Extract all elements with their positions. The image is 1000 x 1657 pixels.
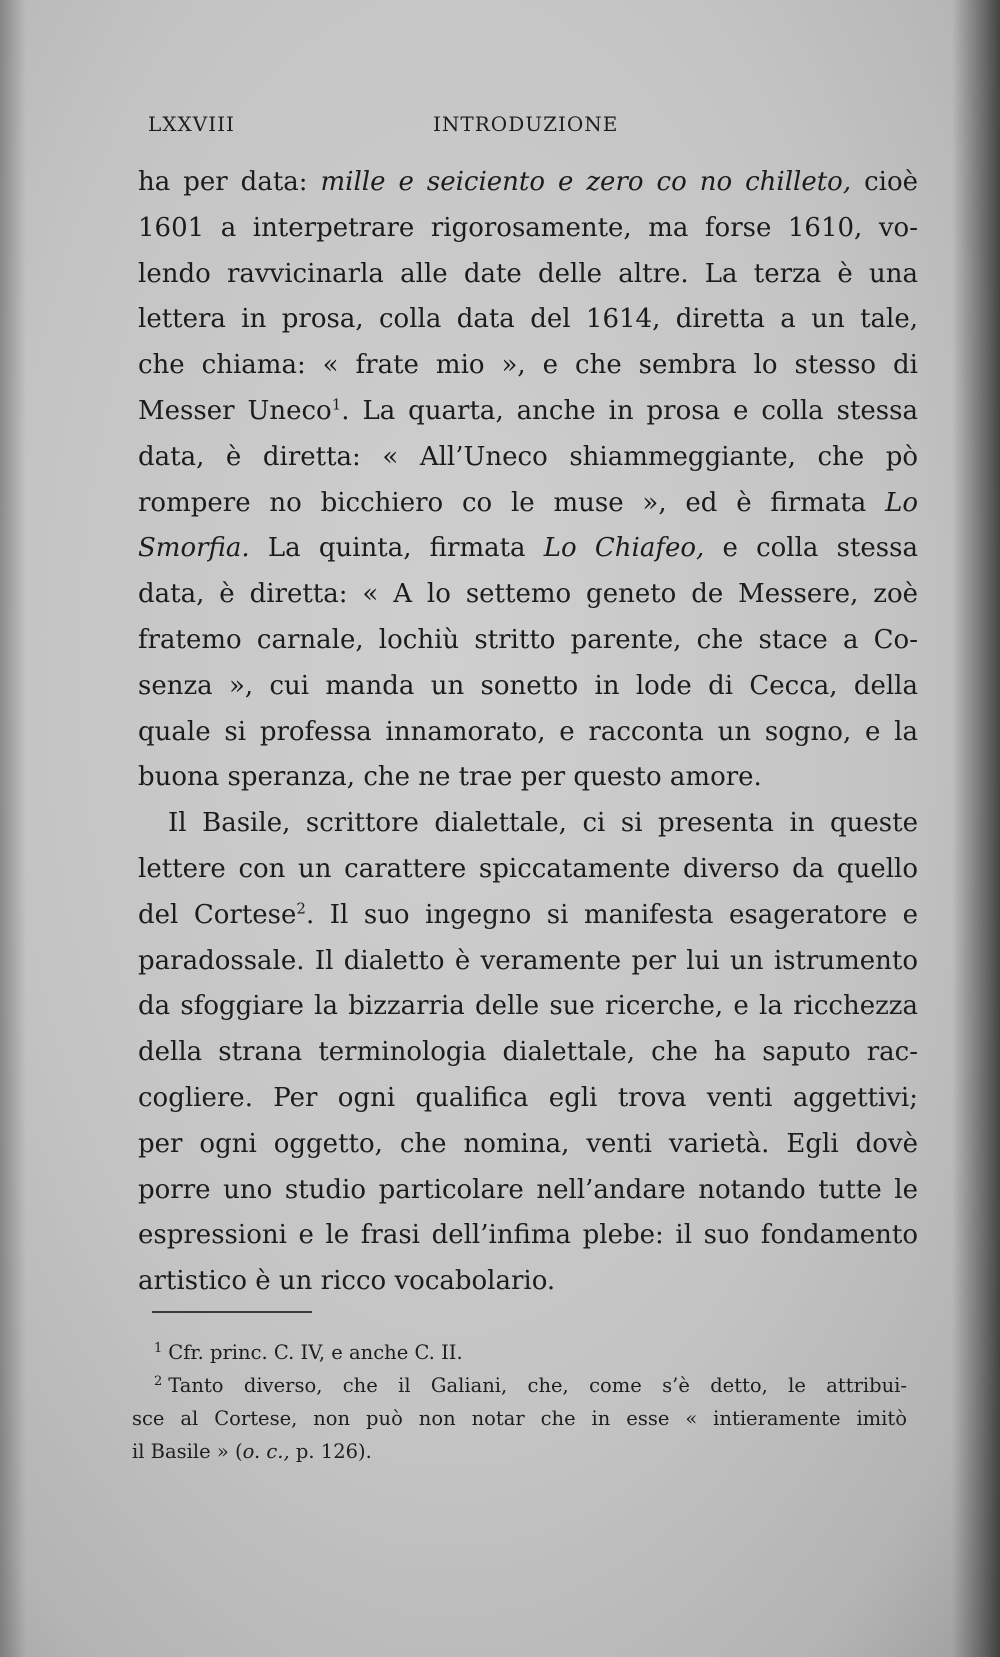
footnotes bbox=[132, 1336, 907, 1468]
text-line: fratemo carnale, lochiù stritto parente, che stace a Co- bbox=[138, 624, 918, 655]
body-text bbox=[138, 160, 918, 1305]
text-line bbox=[138, 481, 918, 527]
text-line: cogliere. Per ogni qualifica egli trova venti aggettivi; bbox=[138, 1082, 918, 1113]
text-span: . La quarta, anche in prosa e colla stessa bbox=[341, 395, 918, 426]
footnote-1 bbox=[132, 1336, 907, 1369]
italic-quote: mille e seiciento e zero co no chilleto, bbox=[320, 167, 852, 197]
text-line: quale si professa innamorato, e racconta un sogno, e la bbox=[138, 716, 918, 747]
text-span: cioè bbox=[851, 167, 918, 197]
text-span: . Il suo ingegno si manifesta esageratore e bbox=[305, 899, 918, 930]
text-line: della strana terminologia dialettale, che ha saputo rac- bbox=[138, 1037, 918, 1068]
footnote-ref-1: 1 bbox=[331, 395, 342, 414]
footnote-ref-2: 2 bbox=[296, 899, 306, 918]
text-line: paradossale. Il dialetto è veramente per lui un istrumento bbox=[138, 945, 918, 976]
footnote-text: il Basile » ( bbox=[132, 1440, 243, 1463]
footnote-text: p. 126). bbox=[289, 1440, 372, 1463]
text-line: lettera in prosa, colla data del 1614, diretta a un tale, bbox=[138, 304, 918, 335]
text-line: per ogni oggetto, che nomina, venti varietà. Egli dovè bbox=[138, 1128, 918, 1159]
text-span: Messer Uneco bbox=[138, 395, 332, 426]
footnote-mark: 1 bbox=[154, 1340, 163, 1356]
footnote-mark: 2 bbox=[154, 1373, 163, 1389]
italic-name: Lo bbox=[885, 487, 918, 518]
text-span: ha per data: bbox=[138, 167, 321, 197]
section-title: INTRODUZIONE bbox=[433, 112, 619, 136]
italic-citation: o. c., bbox=[242, 1440, 290, 1463]
text-line: buona speranza, che ne trae per questo amore. bbox=[138, 762, 762, 793]
text-span: La quinta, firmata bbox=[249, 533, 544, 564]
text-line bbox=[138, 893, 918, 939]
text-line: da sfoggiare la bizzarria delle sue ricerche, e la ricchezza bbox=[138, 991, 918, 1022]
text-line bbox=[138, 160, 918, 206]
italic-name: Lo Chiafeo, bbox=[543, 533, 705, 564]
text-span: del Cortese bbox=[138, 899, 297, 930]
text-span: e colla stessa bbox=[704, 533, 918, 564]
text-span: rompere no bicchiero co le muse », ed è firmata bbox=[138, 487, 886, 518]
page-left-shadow bbox=[0, 0, 26, 1657]
page-right-shadow bbox=[952, 0, 1000, 1657]
footnote-2-line: sce al Cortese, non può non notar che in esse « intieramente imitò bbox=[132, 1407, 907, 1430]
footnote-2-line bbox=[132, 1435, 907, 1468]
text-line: lettere con un carattere spiccatamente diverso da quello bbox=[138, 853, 918, 884]
page-number: LXXVIII bbox=[148, 112, 235, 136]
text-line: lendo ravvicinarla alle date delle altre. La terza è una bbox=[138, 258, 918, 289]
footnote-text: Tanto diverso, che il Galiani, che, come s’è detto, le attribui- bbox=[168, 1374, 907, 1397]
footnote-rule bbox=[152, 1311, 312, 1313]
text-line: che chiama: « frate mio », e che sembra lo stesso di bbox=[138, 350, 918, 381]
text-line: artistico è un ricco vocabolario. bbox=[138, 1266, 556, 1297]
text-line: espressioni e le frasi dell’infima plebe: il suo fondamento bbox=[138, 1220, 918, 1251]
footnote-text: Cfr. princ. C. IV, e anche C. II. bbox=[168, 1341, 463, 1364]
text-line bbox=[138, 389, 918, 435]
text-line bbox=[138, 526, 918, 572]
text-line: 1601 a interpetrare rigorosamente, ma forse 1610, vo- bbox=[138, 212, 918, 243]
footnote-2-line bbox=[132, 1369, 907, 1402]
text-line: data, è diretta: « All’Uneco shiammeggiante, che pò bbox=[138, 441, 918, 472]
running-head bbox=[148, 112, 628, 142]
text-line: data, è diretta: « A lo settemo geneto de Messere, zoè bbox=[138, 579, 918, 610]
text-line: senza », cui manda un sonetto in lode di Cecca, della bbox=[138, 670, 918, 701]
text-line: porre uno studio particolare nell’andare notando tutte le bbox=[138, 1174, 918, 1205]
paragraph-start-line: Il Basile, scrittore dialettale, ci si presenta in queste bbox=[168, 808, 918, 839]
italic-name: Smorfia. bbox=[138, 533, 250, 564]
